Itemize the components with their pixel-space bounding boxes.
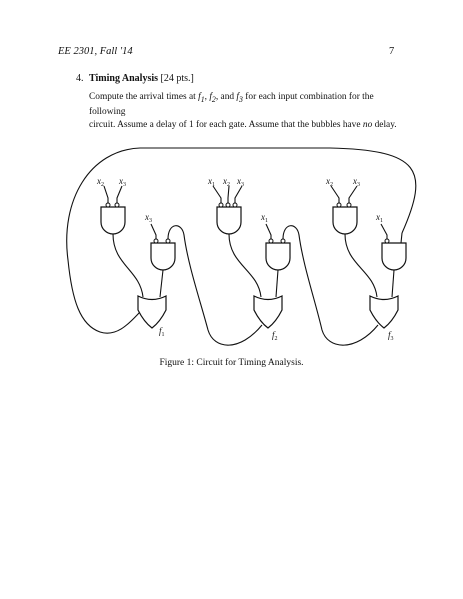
wire-and4-to-or2 [276,270,278,297]
and-gate-2 [151,243,175,270]
label-x1: $x_1$ [376,212,383,224]
and-gate-5 [333,207,357,234]
wire-and6-to-or3 [392,270,394,297]
question-text-part: for each input combination for the following [89,92,374,117]
wire-cross-1 [168,226,262,345]
label-f1: $f_1$ [159,326,165,338]
or-gate-2 [254,296,282,328]
label-x1: $x_1$ [208,176,215,188]
label-x3: $x_3$ [145,212,152,224]
wire-and1-to-or1 [113,234,143,297]
separator: , [204,92,210,102]
label-f3: $f_3$ [388,330,394,342]
question-title: Timing Analysis [89,73,159,84]
wire-loop-to-and6 [401,233,402,243]
figure-caption: Figure 1: Circuit for Timing Analysis. [159,358,304,368]
question-text-part: circuit. Assume a delay of 1 for each gate. Assume that the bubbles have [89,119,363,130]
input-bubble [219,203,223,207]
label-x2: $x_2$ [97,176,104,188]
label-x2: $x_2$ [223,176,230,188]
or-gate-3 [370,296,398,328]
wire-and5-to-or3 [345,234,377,297]
or-gate-1 [138,296,166,328]
label-x1: $x_1$ [261,212,268,224]
and-gate-6 [382,243,406,270]
input-bubble [226,203,230,207]
wire-and2-to-or1 [160,270,163,297]
output-f1: $f_1$ [198,92,205,104]
emphasis-no: no [362,119,373,130]
question-text-part: delay. [372,119,397,130]
label-x2: $x_2$ [326,176,333,188]
label-f2: $f_2$ [272,330,278,342]
label-x3: $x_3$ [353,176,360,188]
input-bubble [154,239,158,243]
and-gate-3 [217,207,241,234]
header-course: EE 2301, Fall '14 [58,46,133,57]
wire-and3-to-or2 [229,234,261,297]
input-bubble [347,203,351,207]
input-bubble [115,203,119,207]
input-bubble [166,239,170,243]
question-text-part: Compute the arrival times at [89,92,199,102]
label-x3: $x_3$ [237,176,244,188]
input-bubble [281,239,285,243]
output-f3: $f_3$ [236,92,243,104]
input-bubble [337,203,341,207]
question-text-part: , and [215,92,237,102]
input-bubble [106,203,110,207]
input-bubble [385,239,389,243]
input-bubble [269,239,273,243]
and-gate-1 [101,207,125,234]
input-bubble [233,203,237,207]
and-gate-4 [266,243,290,270]
label-x3: $x_3$ [119,176,126,188]
wire-cross-2 [283,226,378,345]
page-number: 7 [389,46,395,57]
output-f2: $f_2$ [209,92,216,104]
question-number: 4. [76,73,84,84]
question-points: [24 pts.] [160,73,194,84]
